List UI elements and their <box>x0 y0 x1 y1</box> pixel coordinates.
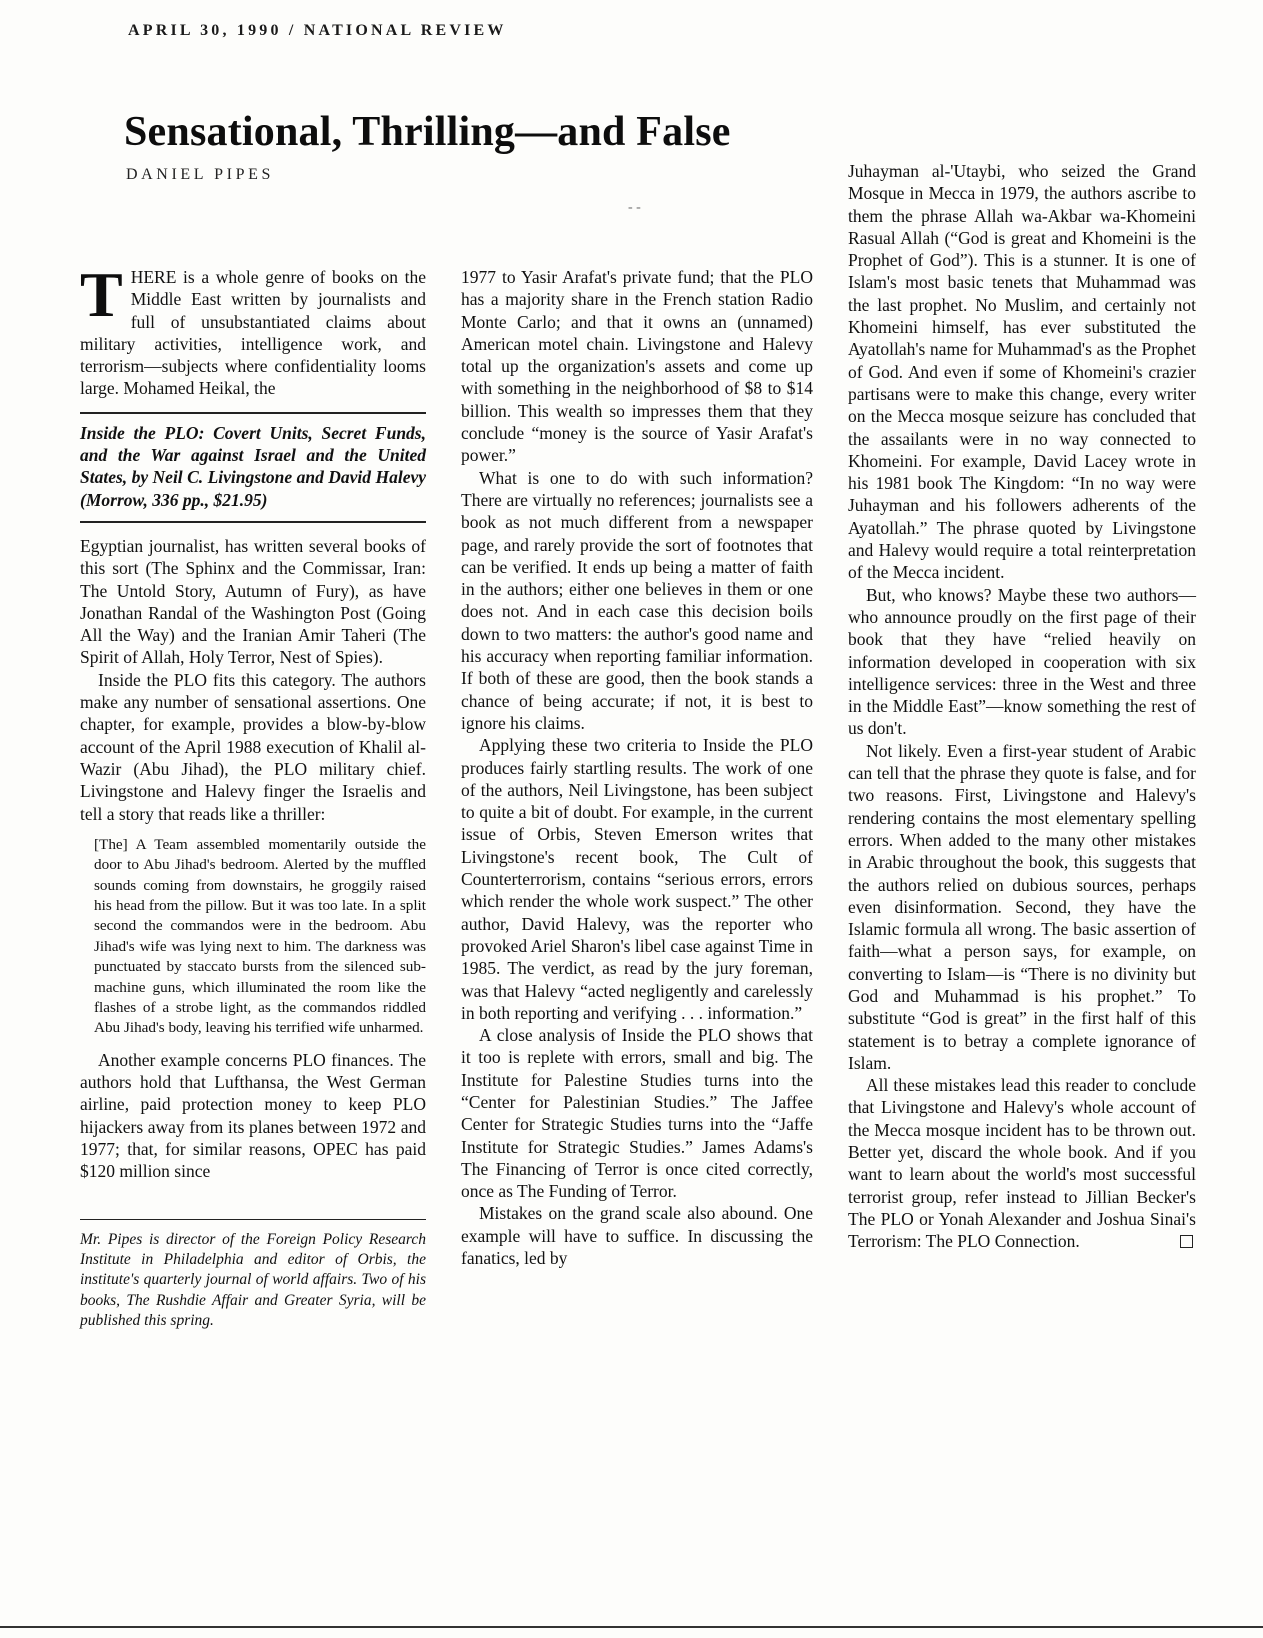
paragraph: But, who knows? Maybe these two authors—who announce proudly on the first page of their book that they have “relied heavily on information developed in cooperation with six intelligence services: three in the West and three in the Middle East”—know something the rest of us don't. <box>848 584 1196 739</box>
book-info-box: Inside the PLO: Covert Units, Secret Funds, and the War against Israel and the United States, by Neil C. Livingstone and David Halevy (Morrow, 336 pp., $21.95) <box>80 412 426 523</box>
paragraph: Mistakes on the grand scale also abound. One example will have to suffice. In discussing the fanatics, led by <box>461 1203 813 1269</box>
author-bio: Mr. Pipes is director of the Foreign Policy Research Institute in Philadelphia and editor of Orbis, the institute's quarterly journal of world affairs. Two of his books, The Rushdie Affair and Greater Syria, will be published this spring. <box>80 1219 426 1332</box>
paragraph: Inside the PLO fits this category. The authors make any number of sensational assertions. One chapter, for example, provides a blow-by-blow account of the April 1988 execution of Khalil al-Wazir (Abu Jihad), the PLO military chief. Livingstone and Halevy finger the Israelis and tell a story that reads like a thriller: <box>80 669 426 824</box>
paragraph: Juhayman al-'Utaybi, who seized the Grand Mosque in Mecca in 1979, the authors ascribe to them the phrase Allah wa-Akbar wa-Khomeini Rasual Allah (“God is great and Khomeini is the Prophet of God”). This is a stunner. It is one of Islam's most basic tenets that Muhammad was the last prophet. No Muslim, and certainly not Khomeini himself, has ever substituted the Ayatollah's name for Muhammad's as the Prophet of God. And even if some of Khomeini's crazier partisans were to make this change, every writer on the Mecca mosque seizure has concluded that the assailants were in no way connected to Khomeini. For example, David Lacey wrote in his 1981 book The Kingdom: “In no way were Juhayman and his followers adherents of the Ayatollah.” The phrase quoted by Livingstone and Halevy would require a total reinterpretation of the Mecca incident. <box>848 161 1196 583</box>
paragraph: A close analysis of Inside the PLO shows that it too is replete with errors, small and big. The Institute for Palestine Studies turns into the “Center for Palestinian Studies.” The Jaffee Center for Strategic Studies turns into the “Jaffe Institute for Strategic Studies.” James Adams's The Financing of Terror is once cited correctly, once as The Funding of Terror. <box>461 1025 813 1202</box>
column-2 <box>461 266 813 1269</box>
block-quote: [The] A Team assembled momentarily outside the door to Abu Jihad's bedroom. Alerted by the muffled sounds coming from downstairs, he groggily raised his head from the pillow. But it was too late. In a split second the commandos were in the bedroom. Abu Jihad's wife was lying next to him. The darkness was punctuated by staccato bursts from the silenced sub-machine guns, which illuminated the room like the flashes of a strobe light, as the commandos riddled Abu Jihad's body, leaving his terrified wife unharmed. <box>94 835 426 1037</box>
paragraph: Another example concerns PLO finances. The authors hold that Lufthansa, the West German airline, paid protection money to keep PLO hijackers away from its planes between 1972 and 1977; that, for similar reasons, OPEC has paid $120 million since <box>80 1049 426 1182</box>
running-head: APRIL 30, 1990 / NATIONAL REVIEW <box>128 22 507 39</box>
stray-mark: - - <box>628 200 641 215</box>
column-1 <box>80 259 426 1332</box>
drop-cap: T <box>80 259 123 330</box>
byline: DANIEL PIPES <box>126 166 274 183</box>
closing-paragraph <box>848 1074 1196 1252</box>
opening-paragraph <box>80 259 426 400</box>
opening-text: HERE is a whole genre of books on the Middle East written by journalists and full of unsubstantiated claims about military activities, intelligence work, and terrorism—subjects where confidentiality looms large. Mohamed Heikal, the <box>80 267 426 399</box>
article-headline: Sensational, Thrilling—and False <box>124 109 731 155</box>
paragraph: 1977 to Yasir Arafat's private fund; that the PLO has a majority share in the French station Radio Monte Carlo; and that it owns an (unnamed) American motel chain. Livingstone and Halevy total up the organization's assets and come up with something in the neighborhood of $8 to $14 billion. This wealth so impresses them that they conclude “money is the source of Yasir Arafat's power.” <box>461 267 813 466</box>
closing-text: All these mistakes lead this reader to conclude that Livingstone and Halevy's whole account of the Mecca mosque incident has to be thrown out. Better yet, discard the whole book. And if you want to learn about the world's most successful terrorist group, refer instead to Jillian Becker's The PLO or Yonah Alexander and Joshua Sinai's Terrorism: The PLO Connection. <box>848 1075 1196 1252</box>
paragraph: Egyptian journalist, has written several books of this sort (The Sphinx and the Commissar, Iran: The Untold Story, Autumn of Fury), as have Jonathan Randal of the Washington Post (Going All the Way) and the Iranian Amir Taheri (The Spirit of Allah, Holy Terror, Nest of Spies). <box>80 535 426 668</box>
end-mark-icon <box>1180 1235 1193 1248</box>
bottom-rule <box>0 1626 1263 1628</box>
paragraph: Not likely. Even a first-year student of Arabic can tell that the phrase they quote is false, and for two reasons. First, Livingstone and Halevy's rendering contains the most elementary spelling errors. When added to the many other mistakes in Arabic throughout the book, this suggests that the authors relied on dubious sources, perhaps even disinformation. Second, they have the Islamic formula all wrong. The basic assertion of faith—what a person says, for example, on converting to Islam—is “There is no divinity but God and Muhammad is his prophet.” To substitute “God is great” in the first half of this statement is to betray a complete ignorance of Islam. <box>848 740 1196 1073</box>
paragraph: Applying these two criteria to Inside the PLO produces fairly startling results. The work of one of the authors, Neil Livingstone, has been subject to quite a bit of doubt. For example, in the current issue of Orbis, Steven Emerson writes that Livingstone's recent book, The Cult of Counterterrorism, contains “serious errors, errors which render the whole work suspect.” The other author, David Halevy, was the reporter who provoked Ariel Sharon's libel case against Time in 1985. The verdict, as read by the jury foreman, was that Halevy “acted negligently and carelessly in both reporting and verifying . . . information.” <box>461 735 813 1023</box>
column-3 <box>848 160 1196 1253</box>
paragraph: What is one to do with such information? There are virtually no references; journalists see a book as not much different from a newspaper page, and rarely provide the sort of footnotes that can be verified. It ends up being a matter of faith in the authors; either one believes in them or one does not. And in each case this decision boils down to two matters: the author's good name and his accuracy when reporting familiar information. If both of these are good, then the book stands a chance of being accurate; if not, it is best to ignore his claims. <box>461 467 813 733</box>
